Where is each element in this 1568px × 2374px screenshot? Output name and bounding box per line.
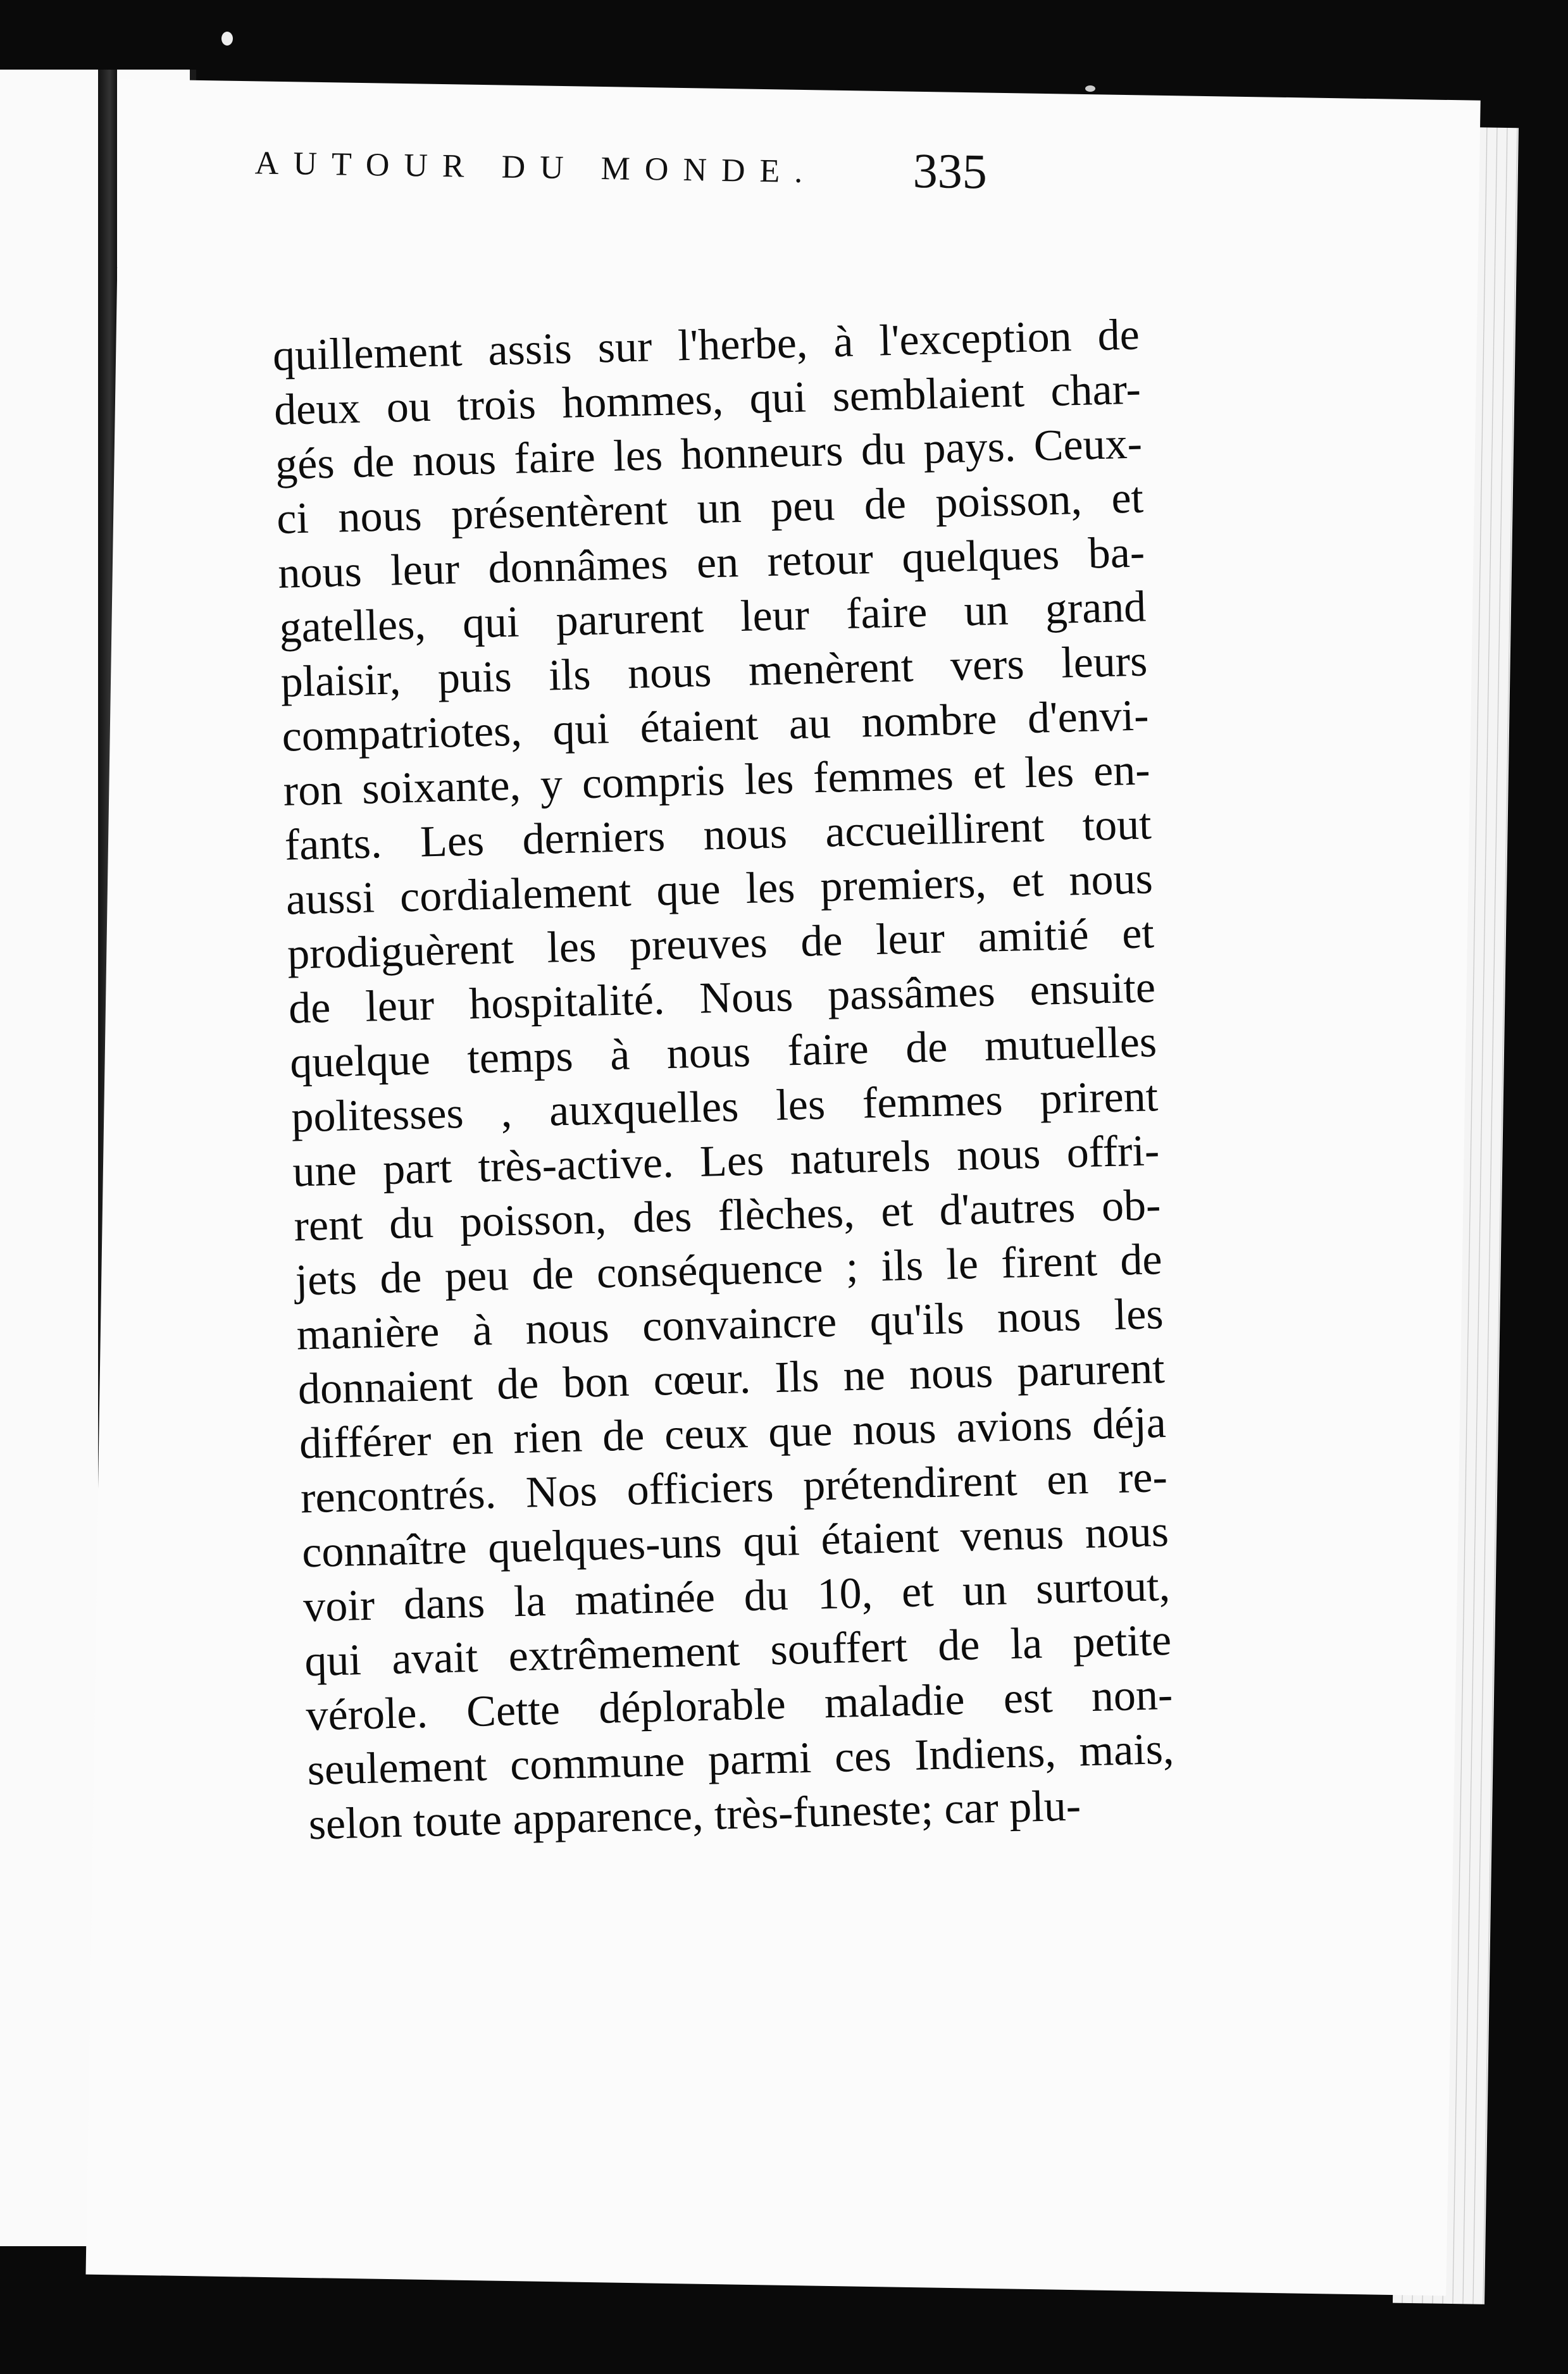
body-text-line: gatelles, qui parurent leur faire un grand bbox=[278, 582, 1147, 652]
body-text-line: voir dans la matinée du 10, et un surtout, bbox=[302, 1561, 1171, 1632]
body-text-line: quillement assis sur l'herbe, à l'exception de bbox=[272, 310, 1140, 380]
page-number: 335 bbox=[912, 142, 988, 199]
body-text-line: quelque temps à nous faire de mutuelles bbox=[289, 1017, 1157, 1088]
body-text-line: qui avait extrêmement souffert de la petite bbox=[304, 1615, 1172, 1686]
body-text-line: selon toute apparence, très-funeste; car plu- bbox=[308, 1781, 1081, 1849]
body-text-line: gés de nous faire les honneurs du pays. Ceux- bbox=[275, 419, 1143, 489]
body-text-line: vérole. Cette déplorable maladie est non- bbox=[305, 1670, 1174, 1741]
body-text-line: fants. Les derniers nous accueillirent tout bbox=[284, 800, 1152, 870]
body-text-line: jets de peu de conséquence ; ils le firent de bbox=[294, 1235, 1163, 1305]
dust-speck bbox=[1085, 85, 1095, 92]
body-text-line: donnaient de bon cœur. Ils ne nous parurent bbox=[297, 1344, 1166, 1414]
body-text-line: ron soixante, y compris les femmes et les en- bbox=[282, 745, 1151, 816]
running-title: AUTOUR DU MONDE. bbox=[254, 145, 818, 190]
body-text-line: une part très-active. Les naturels nous offri- bbox=[292, 1126, 1160, 1196]
body-text-line: prodiguèrent les preuves de leur amitié et bbox=[287, 909, 1155, 979]
body-text-line: seulement commune parmi ces Indiens, mais, bbox=[306, 1724, 1175, 1795]
body-text-line: manière à nous convaincre qu'ils nous les bbox=[296, 1290, 1164, 1360]
running-header bbox=[120, 79, 1006, 199]
body-text-line: connaître quelques-uns qui étaient venus nous bbox=[301, 1507, 1169, 1577]
body-text-line: aussi cordialement que les premiers, et nous bbox=[285, 854, 1154, 924]
body-text-line: rent du poisson, des flèches, et d'autres ob- bbox=[293, 1181, 1162, 1251]
body-text-line: compatriotes, qui étaient au nombre d'envi- bbox=[281, 691, 1150, 761]
body-text-line: ci nous présentèrent un peu de poisson, et bbox=[276, 473, 1144, 544]
body-text-line: deux ou trois hommes, qui semblaient char- bbox=[273, 364, 1142, 435]
body-text-line: politesses , auxquelles les femmes prirent bbox=[290, 1072, 1159, 1142]
dust-speck bbox=[221, 32, 233, 46]
body-text-line: nous leur donnâmes en retour quelques ba- bbox=[277, 528, 1145, 598]
body-text-line: de leur hospitalité. Nous passâmes ensuite bbox=[288, 963, 1156, 1033]
body-text-line: rencontrés. Nos officiers prétendirent en re- bbox=[300, 1452, 1168, 1523]
body-text bbox=[272, 308, 1176, 1853]
body-text-line: plaisir, puis ils nous menèrent vers leurs bbox=[280, 637, 1148, 707]
body-text-line: différer en rien de ceux que nous avions déja bbox=[299, 1398, 1167, 1469]
